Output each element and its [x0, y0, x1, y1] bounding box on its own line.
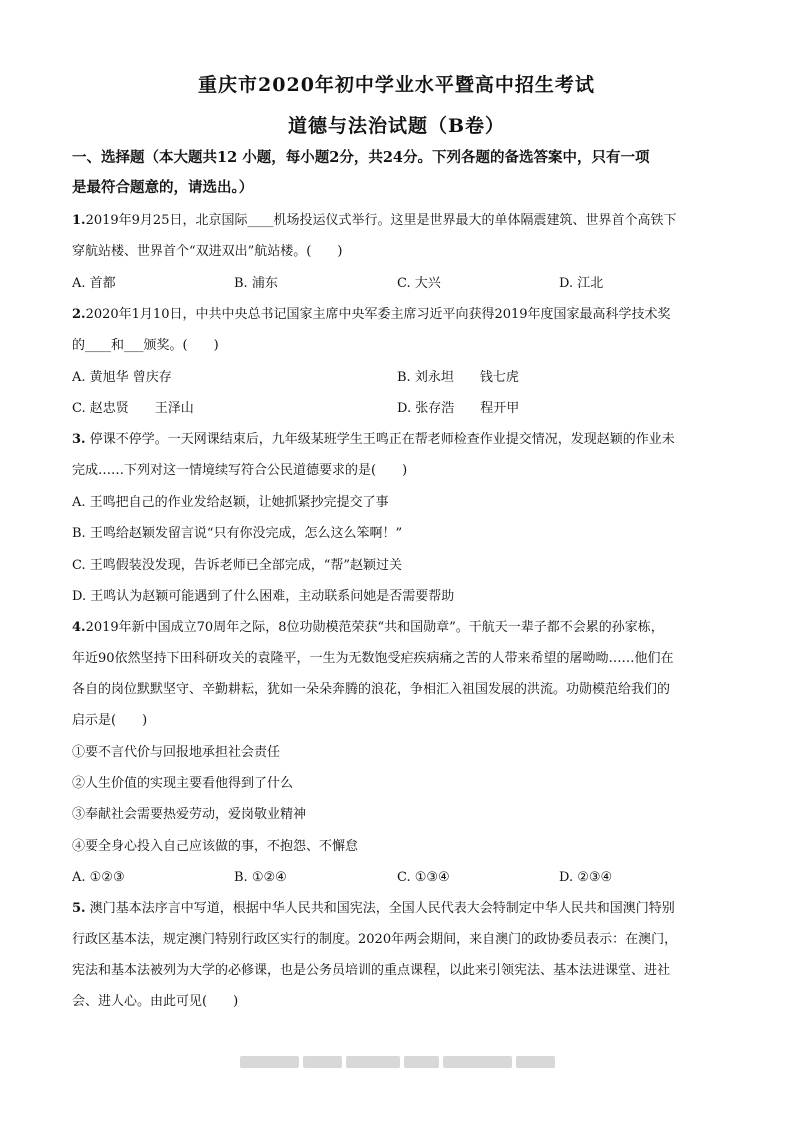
- question-4-line4: 启示是( ): [72, 713, 148, 728]
- question-3-option-d[interactable]: D. 王鸣认为赵颖可能遇到了什么困难，主动联系问她是否需要帮助: [72, 589, 455, 604]
- question-1-line1: 1.2019年9月25日，北京国际____机场投运仪式举行。这里是世界最大的单体隔震建筑、世界首个高铁下: [72, 213, 677, 228]
- question-5-line2: 行政区基本法，规定澳门特别行政区实行的制度。2020年两会期间，来自澳门的政协委员表示：在澳门，: [72, 932, 678, 947]
- question-3-line2: 完成……下列对这一情境续写符合公民道德要求的是( ): [72, 463, 408, 478]
- question-2-option-a[interactable]: A. 黄旭华 曾庆存: [72, 370, 172, 385]
- question-number: 1.: [72, 213, 86, 228]
- question-3-option-b[interactable]: B. 王鸣给赵颖发留言说“只有你没完成，怎么这么笨啊！”: [72, 526, 403, 541]
- question-number: 3.: [72, 432, 86, 447]
- question-5-line1: 5. 澳门基本法序言中写道，根据中华人民共和国宪法，全国人民代表大会特制定中华人民共和国澳门特别: [72, 901, 675, 916]
- question-4-option-b[interactable]: B. ①②④: [234, 870, 287, 885]
- question-2-option-d[interactable]: D. 张存浩 程开甲: [397, 401, 520, 416]
- question-2-line2: 的____和___颁奖。( ): [72, 338, 219, 353]
- question-1-line2: 穿航站楼、世界首个“双进双出”航站楼。( ): [72, 244, 343, 259]
- exam-subtitle: 道德与法治试题（B卷）: [287, 115, 506, 137]
- question-1-option-a[interactable]: A. 首都: [72, 276, 116, 291]
- question-4-line1: 4.2019年新中国成立70周年之际，8位功勋模范荣获“共和国勋章”。干航天一辈子都不会累的孙家栋，: [72, 620, 664, 635]
- question-1-option-c[interactable]: C. 大兴: [397, 276, 441, 291]
- question-4-option-a[interactable]: A. ①②③: [72, 870, 125, 885]
- question-3-line1: 3. 停课不停学。一天网课结束后，九年级某班学生王鸣正在帮老师检查作业提交情况，发现赵颖的作业未: [72, 432, 675, 447]
- question-3-option-c[interactable]: C. 王鸣假装没发现，告诉老师已全部完成，“帮”赵颖过关: [72, 558, 403, 573]
- blurred-footer: [240, 1056, 555, 1068]
- question-2-line1: 2.2020年1月10日，中共中央总书记国家主席中央军委主席习近平向获得2019年度国家最高科学技术奖: [72, 307, 671, 322]
- question-4-option-c[interactable]: C. ①③④: [397, 870, 450, 885]
- question-5-line3: 宪法和基本法被列为大学的必修课，也是公务员培训的重点课程，以此来引领宪法、基本法进课堂、进社: [72, 963, 671, 978]
- question-2-option-c[interactable]: C. 赵忠贤 王泽山: [72, 401, 194, 416]
- question-4-line2: 年近90依然坚持下田科研攻关的袁隆平，一生为无数饱受疟疾病痛之苦的人带来希望的屠呦呦……他们在: [72, 651, 674, 666]
- section-heading-line1: 一、选择题（本大题共12 小题，每小题2分，共24分。下列各题的备选答案中，只有一项: [72, 149, 650, 166]
- question-4-item-2: ②人生价值的实现主要看他得到了什么: [72, 776, 294, 791]
- exam-title: 重庆市2020年初中学业水平暨高中招生考试: [198, 74, 595, 96]
- question-4-line3: 各自的岗位默默坚守、辛勤耕耘，犹如一朵朵奔腾的浪花，争相汇入祖国发展的洪流。功勋模范给我们的: [72, 682, 671, 697]
- question-4-item-4: ④要全身心投入自己应该做的事，不抱怨、不懈怠: [72, 839, 359, 854]
- question-2-option-b[interactable]: B. 刘永坦 钱七虎: [397, 370, 519, 385]
- question-5-line4: 会、进人心。由此可见( ): [72, 994, 239, 1009]
- question-number: 2.: [72, 307, 86, 322]
- question-3-option-a[interactable]: A. 王鸣把自己的作业发给赵颖，让她抓紧抄完提交了事: [72, 495, 389, 510]
- question-number: 5.: [72, 901, 86, 916]
- question-1-option-d[interactable]: D. 江北: [559, 276, 604, 291]
- question-4-item-3: ③奉献社会需要热爱劳动，爱岗敬业精神: [72, 807, 307, 822]
- question-4-item-1: ①要不言代价与回报地承担社会责任: [72, 745, 281, 760]
- question-number: 4.: [72, 620, 86, 635]
- question-4-option-d[interactable]: D. ②③④: [559, 870, 613, 885]
- question-1-option-b[interactable]: B. 浦东: [234, 276, 278, 291]
- section-heading-line2: 是最符合题意的，请选出。）: [72, 179, 254, 196]
